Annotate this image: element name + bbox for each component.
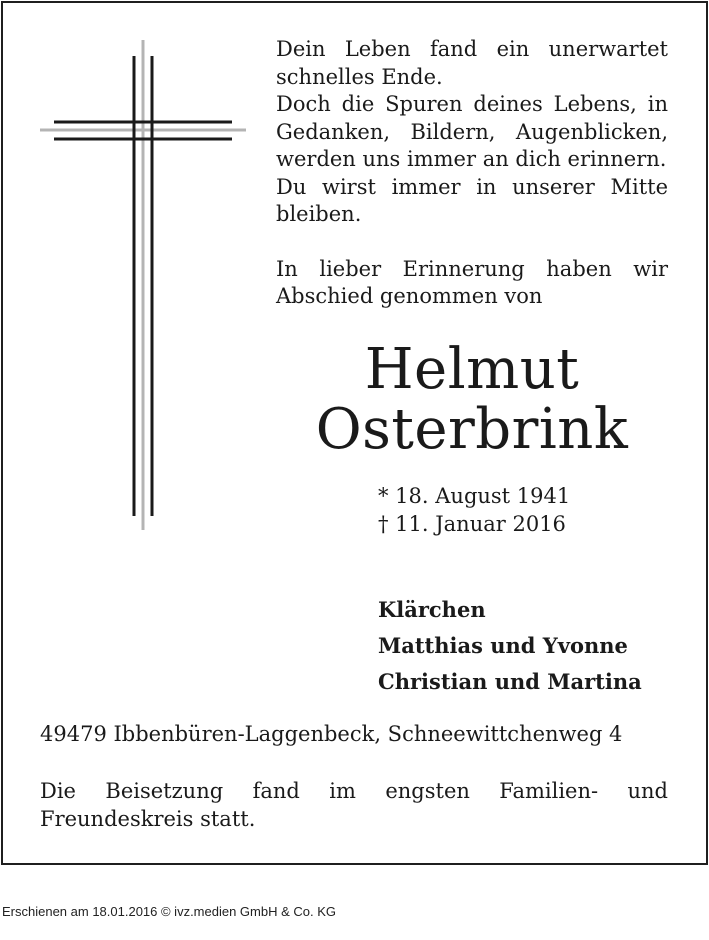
poem-intro: In lieber Erinnerung haben wir Abschied genommen von	[276, 256, 668, 308]
poem-stanza-3: Du wirst immer in unserer Mitte bleiben.	[276, 174, 668, 226]
poem-stanza-2: Doch die Spuren deines Lebens, in Gedanken, Bildern, Augenblicken, werden uns immer an dich erinnern.	[276, 92, 668, 171]
deceased-name	[276, 337, 668, 462]
mourner-2: Matthias und Yvonne	[378, 633, 628, 658]
last-name: Osterbrink	[315, 397, 629, 462]
cross-icon	[40, 40, 246, 532]
funeral-note: Die Beisetzung fand im engsten Familien- und Freundeskreis statt.	[40, 779, 668, 831]
address: 49479 Ibbenbüren-Laggenbeck, Schneewittchenweg 4	[40, 722, 623, 746]
publication-footer: Erschienen am 18.01.2016 © ivz.medien GmbH & Co. KG	[2, 904, 337, 919]
poem-stanza-1: Dein Leben fand ein unerwartet schnelles Ende.	[276, 37, 668, 89]
poem	[276, 36, 668, 311]
mourner-1: Klärchen	[378, 597, 486, 622]
mourners-list	[378, 592, 642, 700]
birth-date: * 18. August 1941	[378, 484, 571, 508]
first-name: Helmut	[364, 337, 580, 402]
life-dates	[378, 482, 570, 538]
mourner-3: Christian und Martina	[378, 669, 642, 694]
death-date: † 11. Januar 2016	[378, 512, 566, 536]
